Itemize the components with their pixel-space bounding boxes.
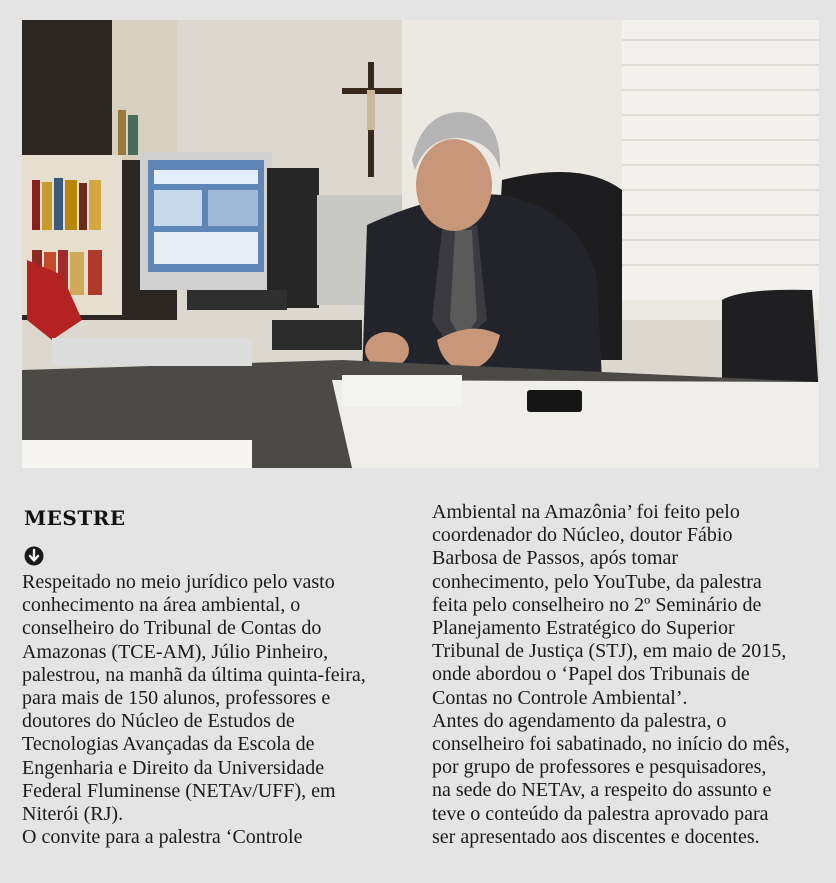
text-line: Amazonas (TCE-AM), Júlio Pinheiro,	[22, 640, 329, 663]
photo-illustration	[22, 20, 819, 468]
text-line: palestrou, na manhã da última quinta-feira,	[22, 663, 366, 686]
text-line: Respeitado no meio jurídico pelo vasto	[22, 571, 335, 593]
text-line: conselheiro do Tribunal de Contas do	[22, 617, 322, 640]
section-heading: MESTRE	[24, 506, 126, 530]
article-right-column	[432, 501, 822, 849]
text-line: teve o conteúdo da palestra aprovado para	[432, 802, 769, 825]
text-line: doutores do Núcleo de Estudos de	[22, 710, 295, 733]
text-line: para mais de 150 alunos, professores e	[22, 687, 331, 710]
article-left-column	[22, 571, 407, 849]
window-blinds	[622, 20, 819, 300]
text-line: Federal Fluminense (NETAv/UFF), em	[22, 779, 336, 802]
text-line: Tribunal de Justiça (STJ), em maio de 2015,	[432, 640, 787, 663]
text-line: Contas no Controle Ambiental’.	[432, 686, 688, 709]
computer-monitor	[140, 152, 319, 310]
text-line: Barbosa de Passos, após tomar	[432, 547, 679, 570]
text-line: coordenador do Núcleo, doutor Fábio	[432, 524, 733, 547]
article-photo	[22, 20, 819, 468]
text-line: conselheiro foi sabatinado, no início do mês,	[432, 733, 790, 756]
text-line: Niterói (RJ).	[22, 803, 124, 826]
text-line: ser apresentado aos discentes e docentes.	[432, 825, 760, 848]
text-line: Planejamento Estratégico do Superior	[432, 617, 735, 640]
text-line: feita pelo conselheiro no 2º Seminário de	[432, 593, 762, 616]
text-line: Antes do agendamento da palestra, o	[432, 709, 727, 732]
text-line: por grupo de professores e pesquisadores,	[432, 756, 767, 779]
text-line: Tecnologias Avançadas da Escola de	[22, 733, 315, 756]
text-line: Ambiental na Amazônia’ foi feito pelo	[432, 501, 740, 523]
text-line: conhecimento, pelo YouTube, da palestra	[432, 570, 762, 593]
text-line: onde abordou o ‘Papel dos Tribunais de	[432, 663, 750, 686]
text-line: conhecimento na área ambiental, o	[22, 594, 301, 617]
text-line: Engenharia e Direito da Universidade	[22, 756, 325, 779]
text-line: O convite para a palestra ‘Controle	[22, 826, 303, 849]
arrow-down-circle-icon	[24, 546, 44, 566]
text-line: na sede do NETAv, a respeito do assunto e	[432, 779, 772, 802]
